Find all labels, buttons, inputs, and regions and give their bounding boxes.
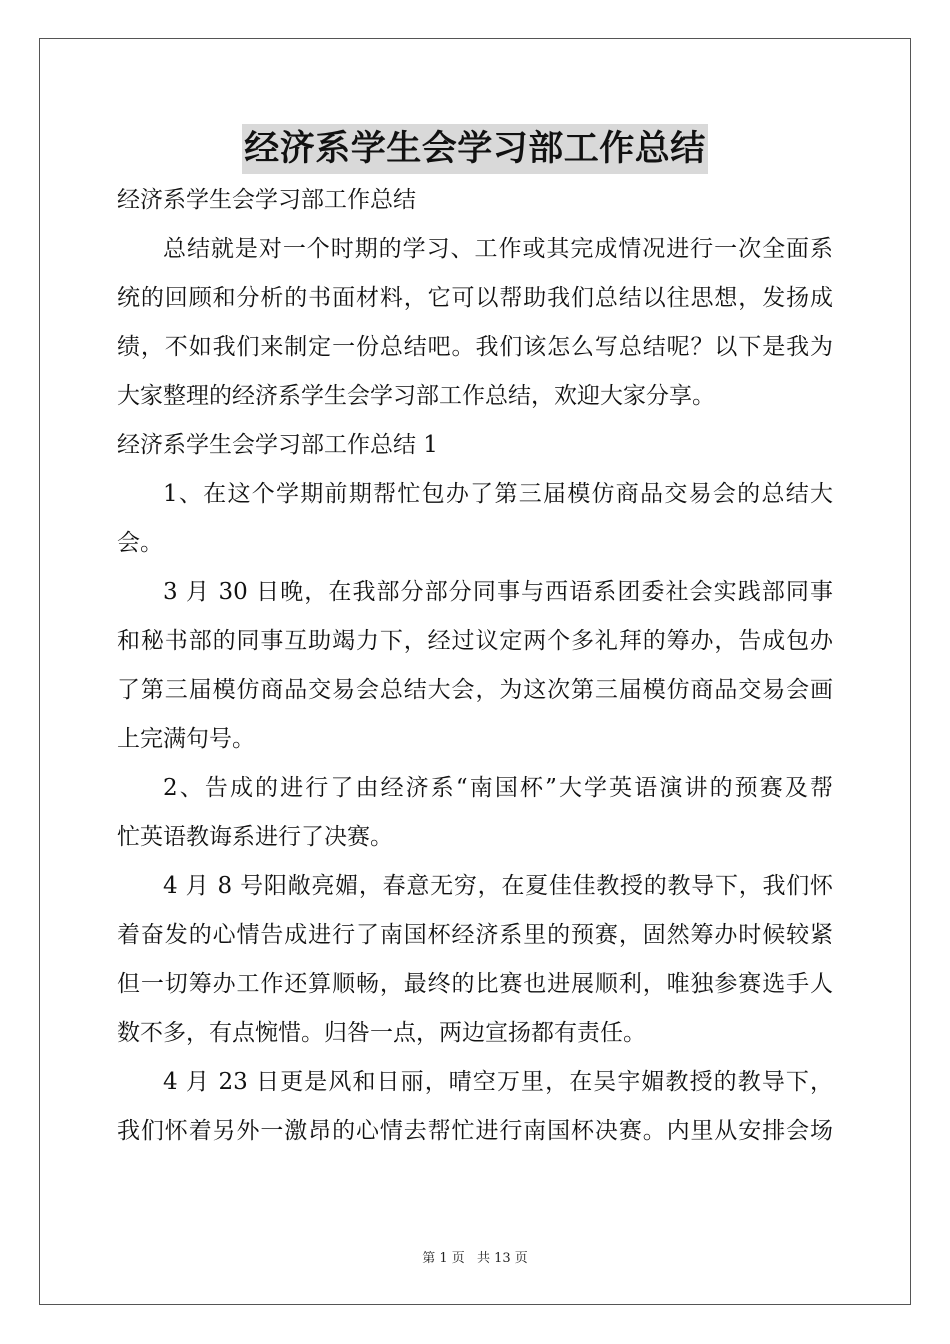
text-line: 经济系学生会学习部工作总结 <box>117 187 416 213</box>
text-line: 但一切筹办工作还算顺畅，最终的比赛也进展顺利，唯独参赛选手人 <box>117 971 833 997</box>
text-line: 4 月 8 号阳敞亮媚，春意无穷，在夏佳佳教授的教导下，我们怀 <box>163 873 833 899</box>
text-line: 着奋发的心情告成进行了南国杯经济系里的预赛，固然筹办时候较紧 <box>117 922 833 948</box>
text-line: 大家整理的经济系学生会学习部工作总结，欢迎大家分享。 <box>117 383 715 409</box>
text-line: 数不多，有点惋惜。归咎一点，两边宣扬都有责任。 <box>117 1020 646 1046</box>
text-line: 忙英语教诲系进行了决赛。 <box>117 824 393 850</box>
text-line: 会。 <box>117 530 163 556</box>
page-footer <box>0 1247 950 1266</box>
text-line: 绩，不如我们来制定一份总结吧。我们该怎么写总结呢？以下是我为 <box>117 334 833 360</box>
text-line: 统的回顾和分析的书面材料，它可以帮助我们总结以往思想，发扬成 <box>117 285 833 311</box>
document-title: 经济系学生会学习部工作总结 <box>242 124 708 174</box>
text-line: 3 月 30 日晚，在我部分部分同事与西语系团委社会实践部同事 <box>163 579 833 605</box>
text-line: 上完满句号。 <box>117 726 255 752</box>
text-line: 2、告成的进行了由经济系“南国杯”大学英语演讲的预赛及帮 <box>163 775 833 801</box>
title-container <box>0 124 950 174</box>
text-line: 总结就是对一个时期的学习、工作或其完成情况进行一次全面系 <box>163 236 833 262</box>
text-line: 我们怀着另外一激昂的心情去帮忙进行南国杯决赛。内里从安排会场 <box>117 1118 833 1144</box>
page-number: 第 1 页 <box>422 1251 465 1266</box>
text-line: 4 月 23 日更是风和日丽，晴空万里，在吴宇媚教授的教导下， <box>163 1069 833 1095</box>
text-line: 了第三届模仿商品交易会总结大会，为这次第三届模仿商品交易会画 <box>117 677 833 703</box>
text-line: 1、在这个学期前期帮忙包办了第三届模仿商品交易会的总结大 <box>163 481 833 507</box>
text-line: 经济系学生会学习部工作总结 1 <box>117 432 438 458</box>
text-line: 和秘书部的同事互助竭力下，经过议定两个多礼拜的筹办，告成包办 <box>117 628 833 654</box>
page-total: 共 13 页 <box>476 1251 528 1266</box>
document-body <box>117 176 833 1156</box>
